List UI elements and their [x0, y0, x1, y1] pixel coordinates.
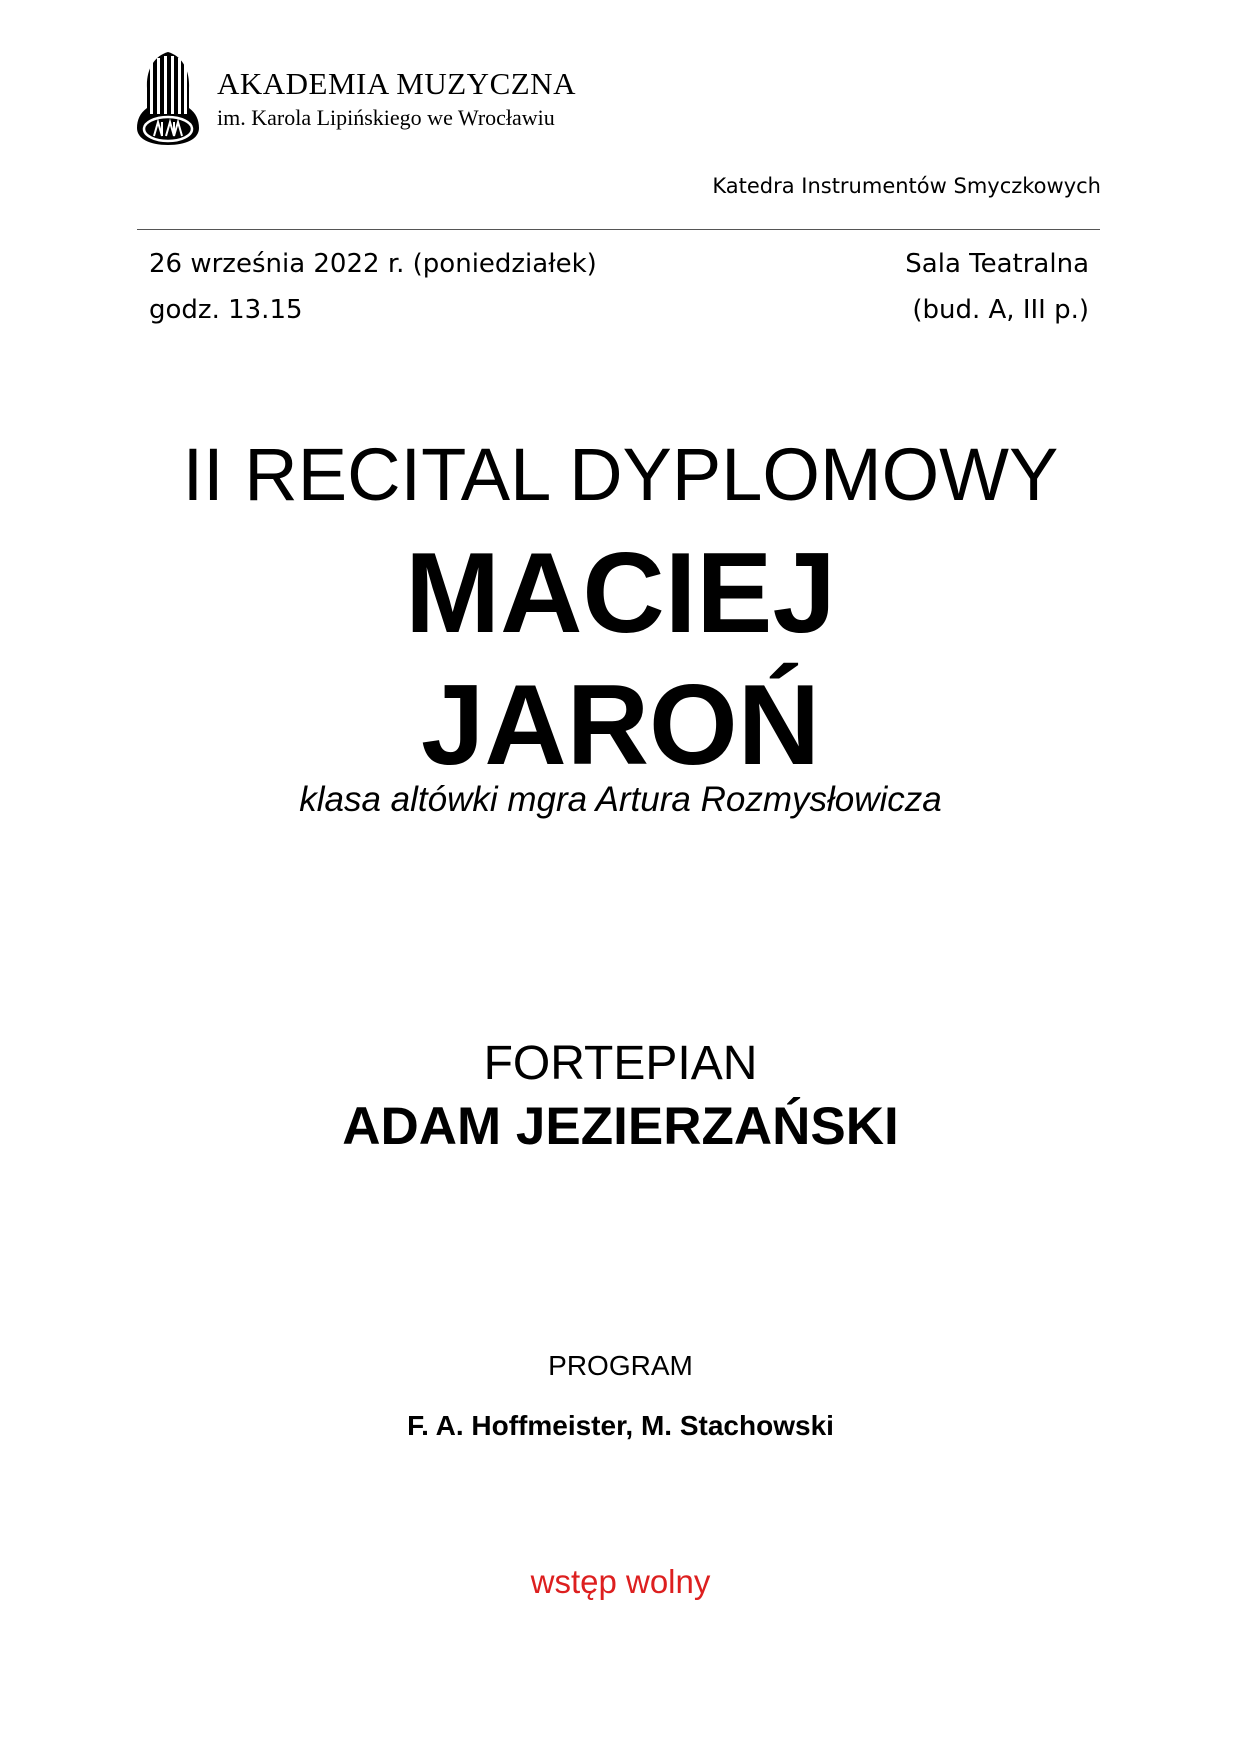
recital-title: II RECITAL DYPLOMOWY — [182, 433, 1059, 516]
teacher-class-line: klasa altówki mgra Artura Rozmysłowicza — [299, 780, 942, 819]
department-label: Katedra Instrumentów Smyczkowych — [712, 174, 1101, 198]
event-date: 26 września 2022 r. (poniedziałek) — [149, 249, 597, 279]
academy-subtitle: im. Karola Lipińskiego we Wrocławiu — [217, 105, 555, 130]
header-divider — [137, 229, 1100, 230]
performer-last-name: JAROŃ — [420, 662, 821, 789]
performer-first-name: MACIEJ — [405, 530, 836, 657]
lyre-emblem-icon — [136, 50, 200, 146]
accompanist-instrument: FORTEPIAN — [483, 1037, 758, 1090]
program-composers: F. A. Hoffmeister, M. Stachowski — [407, 1410, 834, 1441]
accompanist-name: ADAM JEZIERZAŃSKI — [342, 1097, 899, 1156]
free-entry-note: wstęp wolny — [530, 1563, 711, 1600]
event-time: godz. 13.15 — [149, 295, 303, 325]
academy-name: AKADEMIA MUZYCZNA — [217, 66, 576, 101]
event-venue-detail: (bud. A, III p.) — [912, 295, 1089, 325]
program-heading: PROGRAM — [548, 1350, 693, 1381]
event-venue: Sala Teatralna — [905, 249, 1089, 279]
